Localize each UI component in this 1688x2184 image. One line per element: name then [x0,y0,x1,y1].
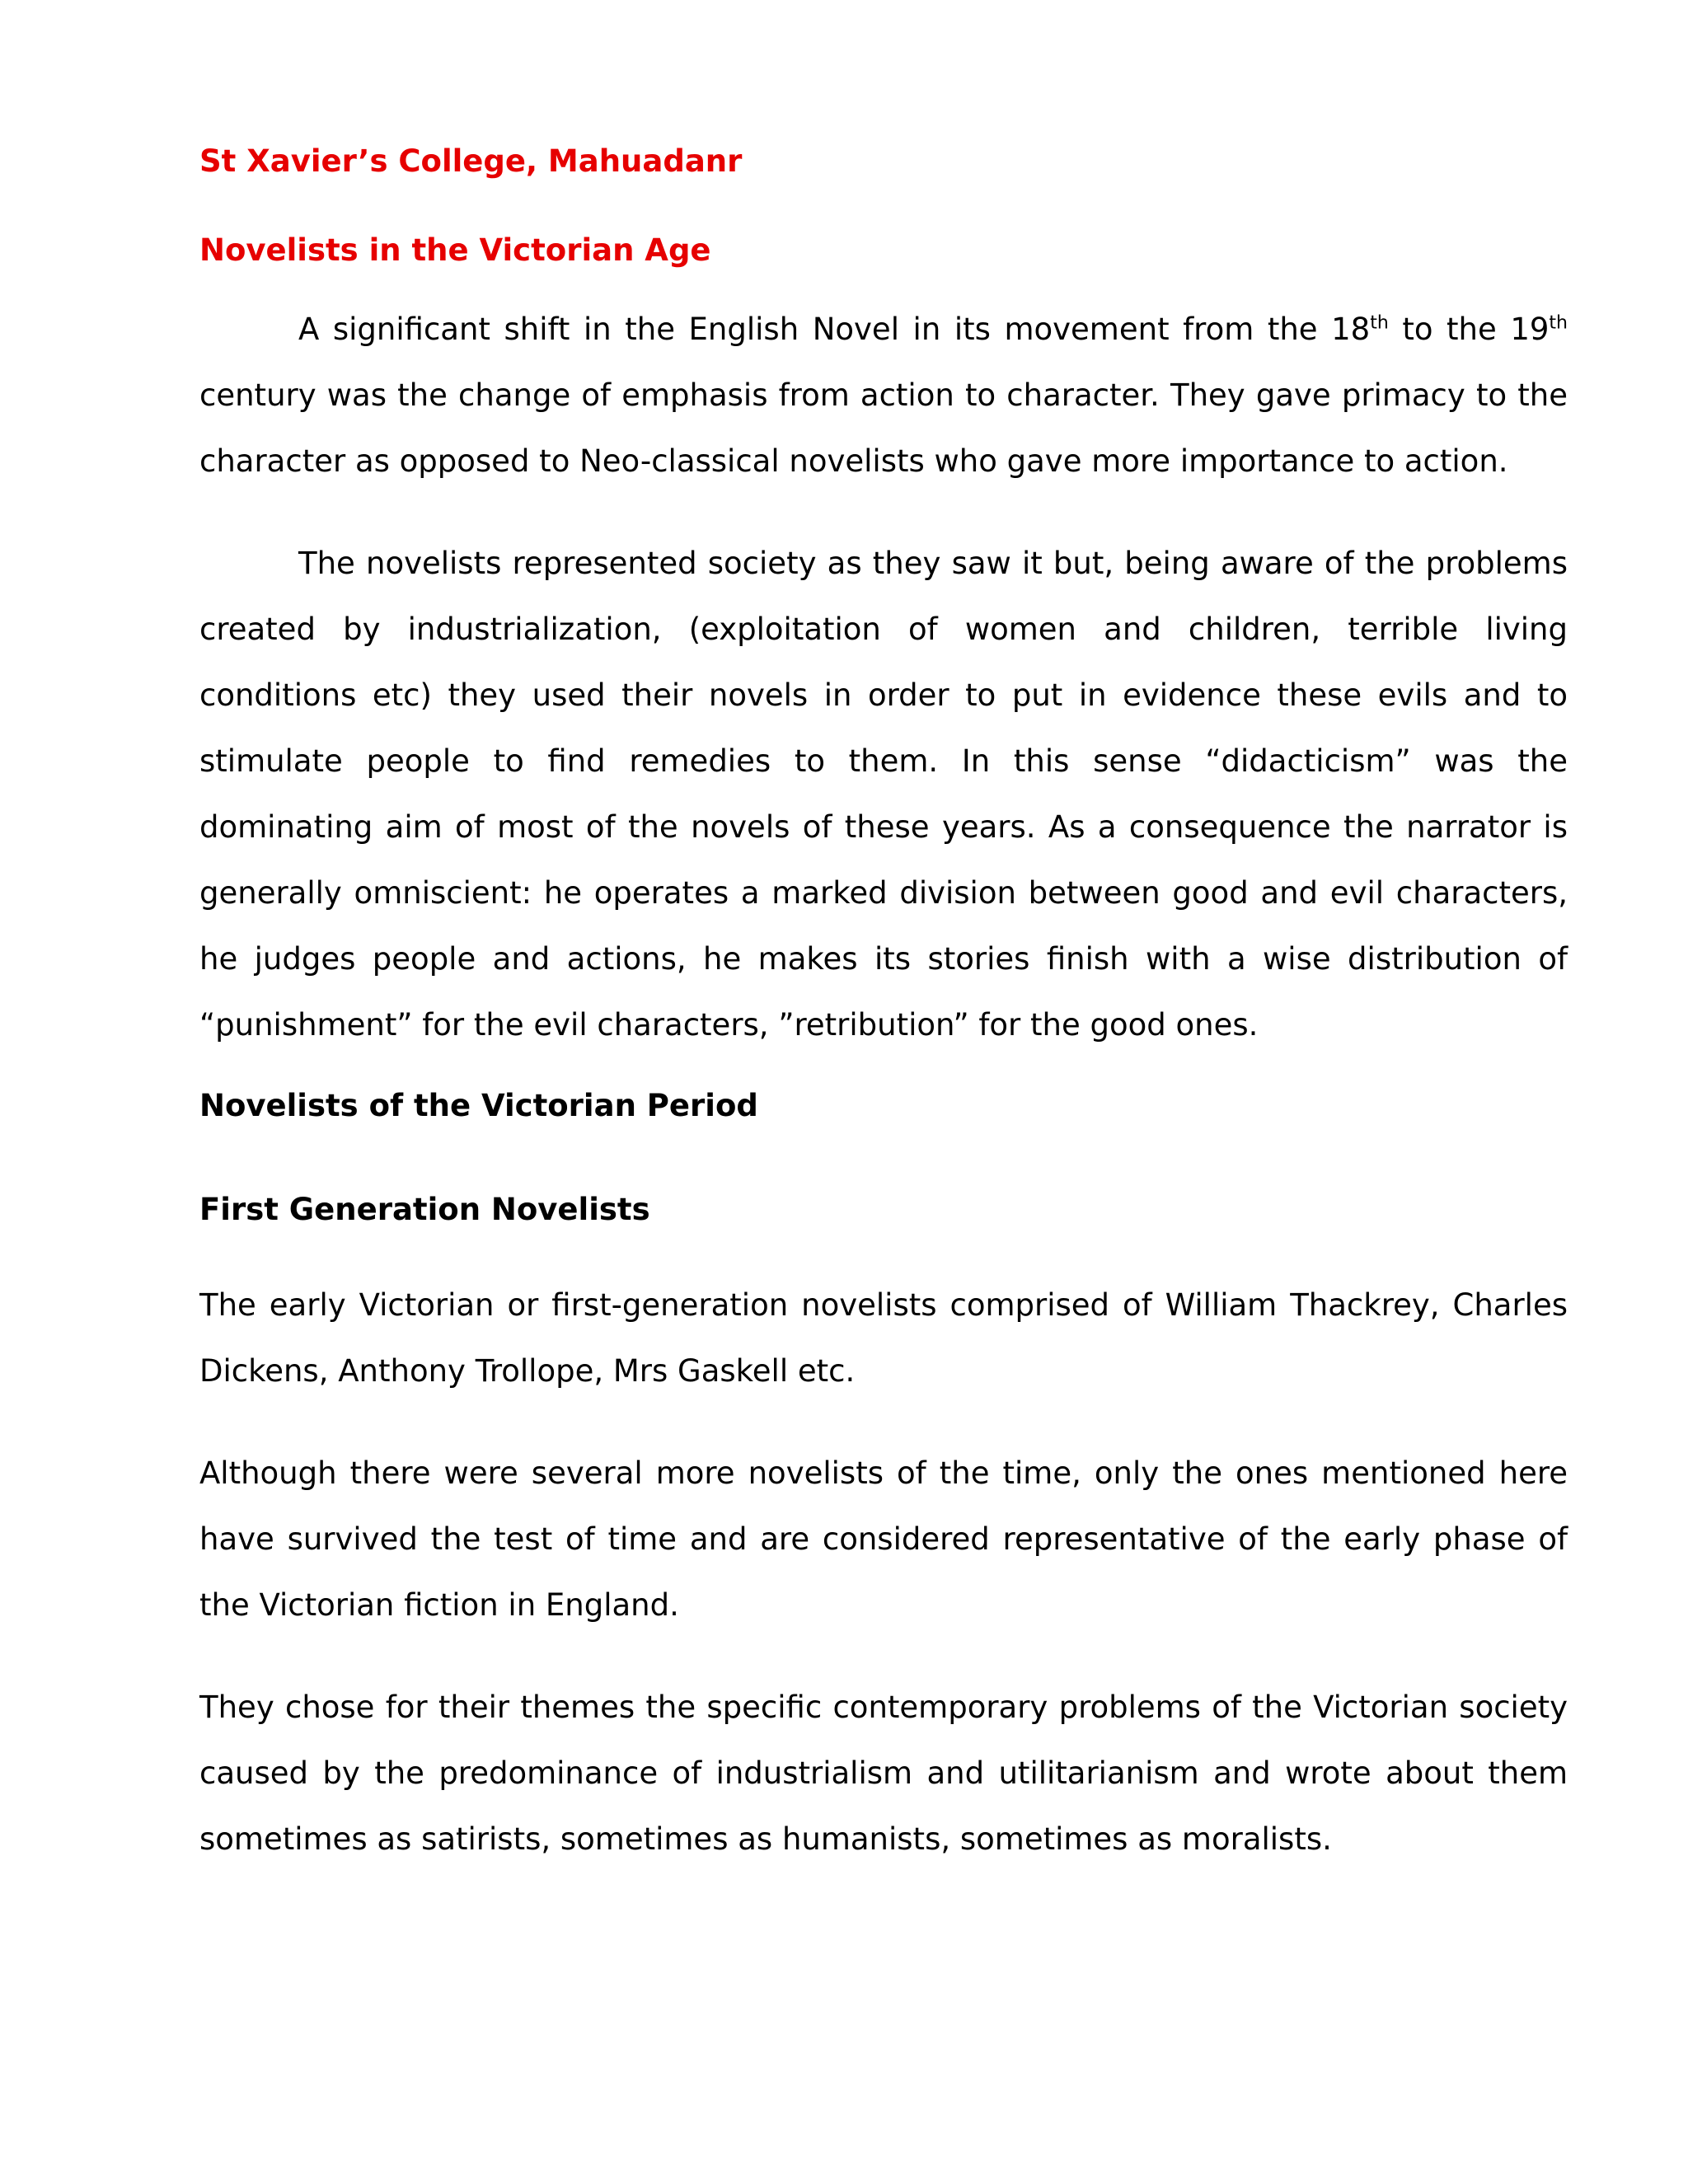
intro-paragraph-1 [199,297,1568,494]
body-paragraph-3: They chose for their themes the specific contemporary problems of the Victorian society caused by the predominance of industrialism and utilitarianism and wrote about them sometimes as satirists, sometimes as humanists, sometimes as moralists. [199,1690,1568,1857]
superscript-th-1: th [1370,312,1389,334]
college-name: St Xavier’s College, Mahuadanr [199,143,743,179]
section-subheading: First Generation Novelists [199,1192,650,1227]
intro-p1-text-c: century was the change of emphasis from action to character. They gave primacy to the character as opposed to Neo-classical novelists who gave more importance to action. [199,377,1568,479]
body-paragraph-2: Although there were several more novelists of the time, only the ones mentioned here have survived the test of time and are considered representative of the early phase of the Victorian fiction in England. [199,1455,1568,1623]
intro-paragraph-2: The novelists represented society as they saw it but, being aware of the problems created by industrialization, (exploitation of women and children, terrible living conditions etc) they used their novels in order to put in evidence these evils and to stimulate people to find remedies to them. In this sense “didacticism” was the dominating aim of most of the novels of these years. As a consequence the narrator is generally omniscient: he operates a marked division between good and evil characters, he judges people and actions, he makes its stories finish with a wise distribution of “punishment” for the evil characters, ”retribution” for the good ones. [199,546,1568,1043]
intro-p1-text-a: A significant shift in the English Novel in its movement from the 18 [298,312,1371,347]
superscript-th-2: th [1549,312,1568,334]
section-heading: Novelists of the Victorian Period [199,1088,758,1123]
document-title: Novelists in the Victorian Age [199,232,711,268]
body-paragraph-1: The early Victorian or first-generation novelists comprised of William Thackrey, Charles Dickens, Anthony Trollope, Mrs Gaskell etc. [199,1287,1568,1389]
intro-p1-text-b: to the 19 [1388,312,1550,347]
document-content [199,138,1568,1872]
